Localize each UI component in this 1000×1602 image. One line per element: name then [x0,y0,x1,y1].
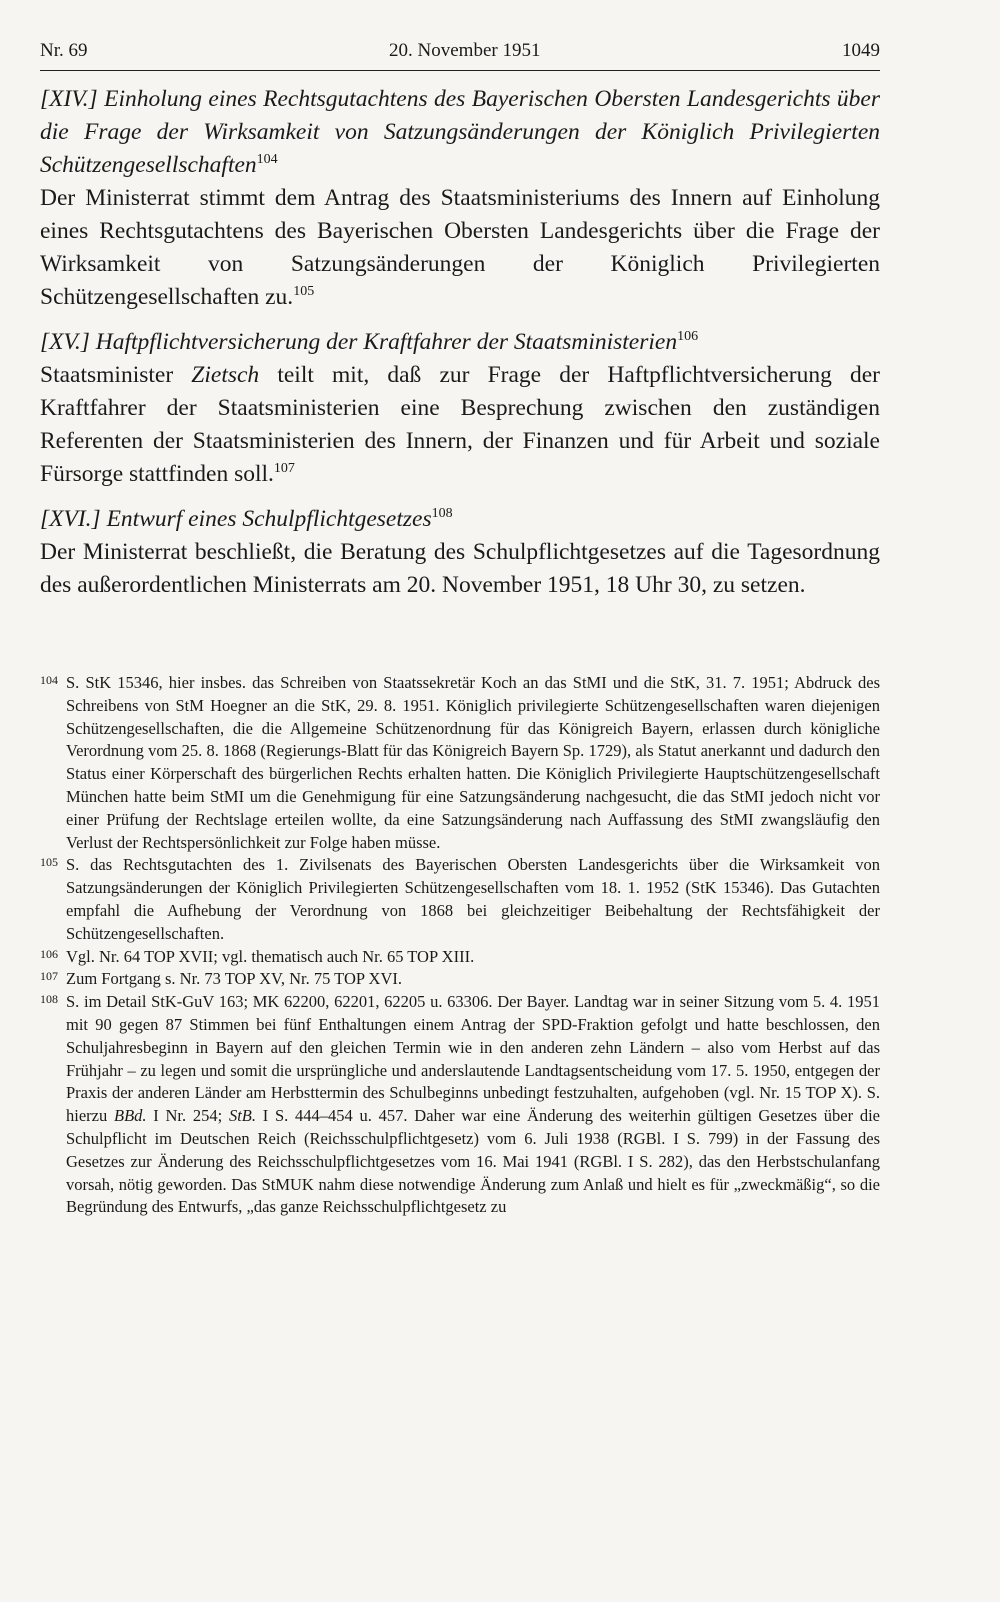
footnote-text: S. das Rechtsgutachten des 1. Zivilsenats des Bayerischen Obersten Landesgerichts über die Wirksamkeit von Satzungsänderungen der Königlich Privilegierten Schützengesellschaften vom 18. 1. 1952 (StK 15346). Das Gutachten empfahl die Aufhebung der Verordnung von 1868 bei gleichzeitiger Beibehaltung der Rechtsfähigkeit der Schützengesellschaften. [66,855,880,943]
running-header [40,40,880,71]
document-number: Nr. 69 [40,40,88,61]
footnote [40,854,880,945]
footnote-ref: 105 [293,284,315,300]
footnote-number: 105 [40,855,58,870]
footnote-text: Zum Fortgang s. Nr. 73 TOP XV, Nr. 75 TOP XVI. [66,969,402,989]
footnote-text: S. StK 15346, hier insbes. das Schreiben von Staatssekretär Koch an das StMI und die StK, 31. 7. 1951; Abdruck des Schreibens von StM Hoegner an die StK, 29. 8. 1951. Königlich privilegierte Schützengesellschaften waren diejenigen Schützengesellschaften, die die Allgemeine Schützenordnung für das Königreich Bayern, erlassen durch königliche Verordnung vom 25. 8. 1868 (Regierungs-Blatt für das Königreich Bayern Sp. 1729), als Statut anerkannt und dadurch den Status einer Körperschaft des bürgerlichen Rechts erhalten hatten. Die Königlich Privilegierte Hauptschützengesellschaft München hatte beim StMI um die Genehmigung für eine Satzungsänderung nachgesucht, die das StMI jedoch nicht vor einer Prüfung der Rechtslage erteilen wollte, da eine Satzungsänderung nach Auffassung des StMI zwangsläufig den Verlust der Rechtspersönlichkeit zur Folge haben müsse. [66,673,880,852]
header-date: 20. November 1951 [389,40,541,61]
agenda-item-tag: [XV.] [40,329,90,355]
agenda-item-xiv [40,83,880,314]
agenda-item-title: Haftpflichtversicherung der Kraftfahrer der Staatsministerien [95,329,678,355]
footnote-number: 104 [40,673,58,687]
footnote-ref: 107 [273,461,295,477]
agenda-item-heading [40,326,880,359]
footnote-text: Vgl. Nr. 64 TOP XVII; vgl. thematisch auch Nr. 65 TOP XIII. [66,946,475,966]
footnote [40,968,880,991]
agenda-item-text: Staatsminister Zietsch teilt mit, daß zur Frage der Haftpflichtversicherung der Kraftfahrer der Staatsministerien eine Besprechung zwischen den zuständigen Referenten der Staatsministerien des Innern, der Finanzen und für Arbeit und soziale Fürsorge stattfinden soll.$^{107}$ [40,362,880,487]
footnote [40,946,880,969]
footnote-number: 106 [40,946,58,961]
footnote [40,672,880,854]
agenda-item-xvi [40,503,880,602]
footnote-ref: 108 [431,506,453,522]
footnotes [40,672,880,1219]
page-number: 1049 [841,40,880,61]
footnote-text: S. im Detail StK-GuV 163; MK 62200, 62201, 62205 u. 63306. Der Bayer. Landtag war in seiner Sitzung vom 5. 4. 1951 mit 90 gegen 87 Stimmen bei fünf Enthaltungen einem Antrag der SPD-Fraktion gefolgt und hatte beschlossen, den Schuljahresbeginn in Bayern auf den gleichen Termin wie in den anderen zehn Ländern – also vom Herbst auf das Frühjahr – zu legen und somit die ursprüngliche und anderslautende Landtagsentscheidung vom 17. 5. 1950, entgegen der Praxis der anderen Länder am Herbsttermin des Schulbeginns unbedingt festzuhalten, aufgehoben (vgl. Nr. 15 TOP X). S. hierzu BBd. I Nr. 254; StB. I S. 444–454 u. 457. Daher war eine Änderung des weiterhin gültigen Gesetzes über die Schulpflicht im Deutschen Reich (Reichsschulpflichtgesetz) vom 6. Juli 1938 (RGBl. I S. 799) in der Fassung des Gesetzes zur Änderung des Reichsschulpflichtgesetzes vom 16. Mai 1941 (RGBl. I S. 282), das den Herbstschulanfang vorsah, nötig geworden. Das StMUK nahm diese notwendige Änderung zum Anlaß und hielt es für „zweckmäßig“, so die Begründung des Entwurfs, „das ganze Reichsschulpflichtgesetz zu [66,992,880,1217]
agenda-item-text: Der Ministerrat beschließt, die Beratung des Schulpflichtgesetzes auf die Tagesordnung des außerordentlichen Ministerrats am 20. November 1951, 18 Uhr 30, zu setzen. [40,539,880,598]
agenda-item-text: Der Ministerrat stimmt dem Antrag des Staatsministeriums des Innern auf Einholung eines Rechtsgutachtens des Bayerischen Obersten Landesgerichts über die Frage der Wirksamkeit von Satzungsänderungen der Königlich Privilegierten Schützengesellschaften zu.$^{105}$ [40,185,880,310]
agenda-item-heading [40,83,880,182]
page [40,40,880,1219]
agenda-item-title: Einholung eines Rechtsgutachtens des Bayerischen Obersten Landesgerichts über die Frage der Wirksamkeit von Satzungsänderungen der Königlich Privilegierten Schützengesellschaften [40,86,880,178]
footnote-ref: 106 [677,329,699,345]
agenda-item-xv [40,326,880,491]
minister-name: Zietsch [191,362,260,388]
footnote [40,991,880,1219]
agenda-item-heading [40,503,880,536]
footnote-number: 107 [40,969,58,984]
agenda-item-tag: [XVI.] [40,506,101,532]
agenda-item-title: Entwurf eines Schulpflichtgesetzes [106,506,432,532]
footnote-ref: 104 [256,152,278,168]
agenda-item-tag: [XIV.] [40,86,98,112]
footnote-number: 108 [40,992,58,1007]
